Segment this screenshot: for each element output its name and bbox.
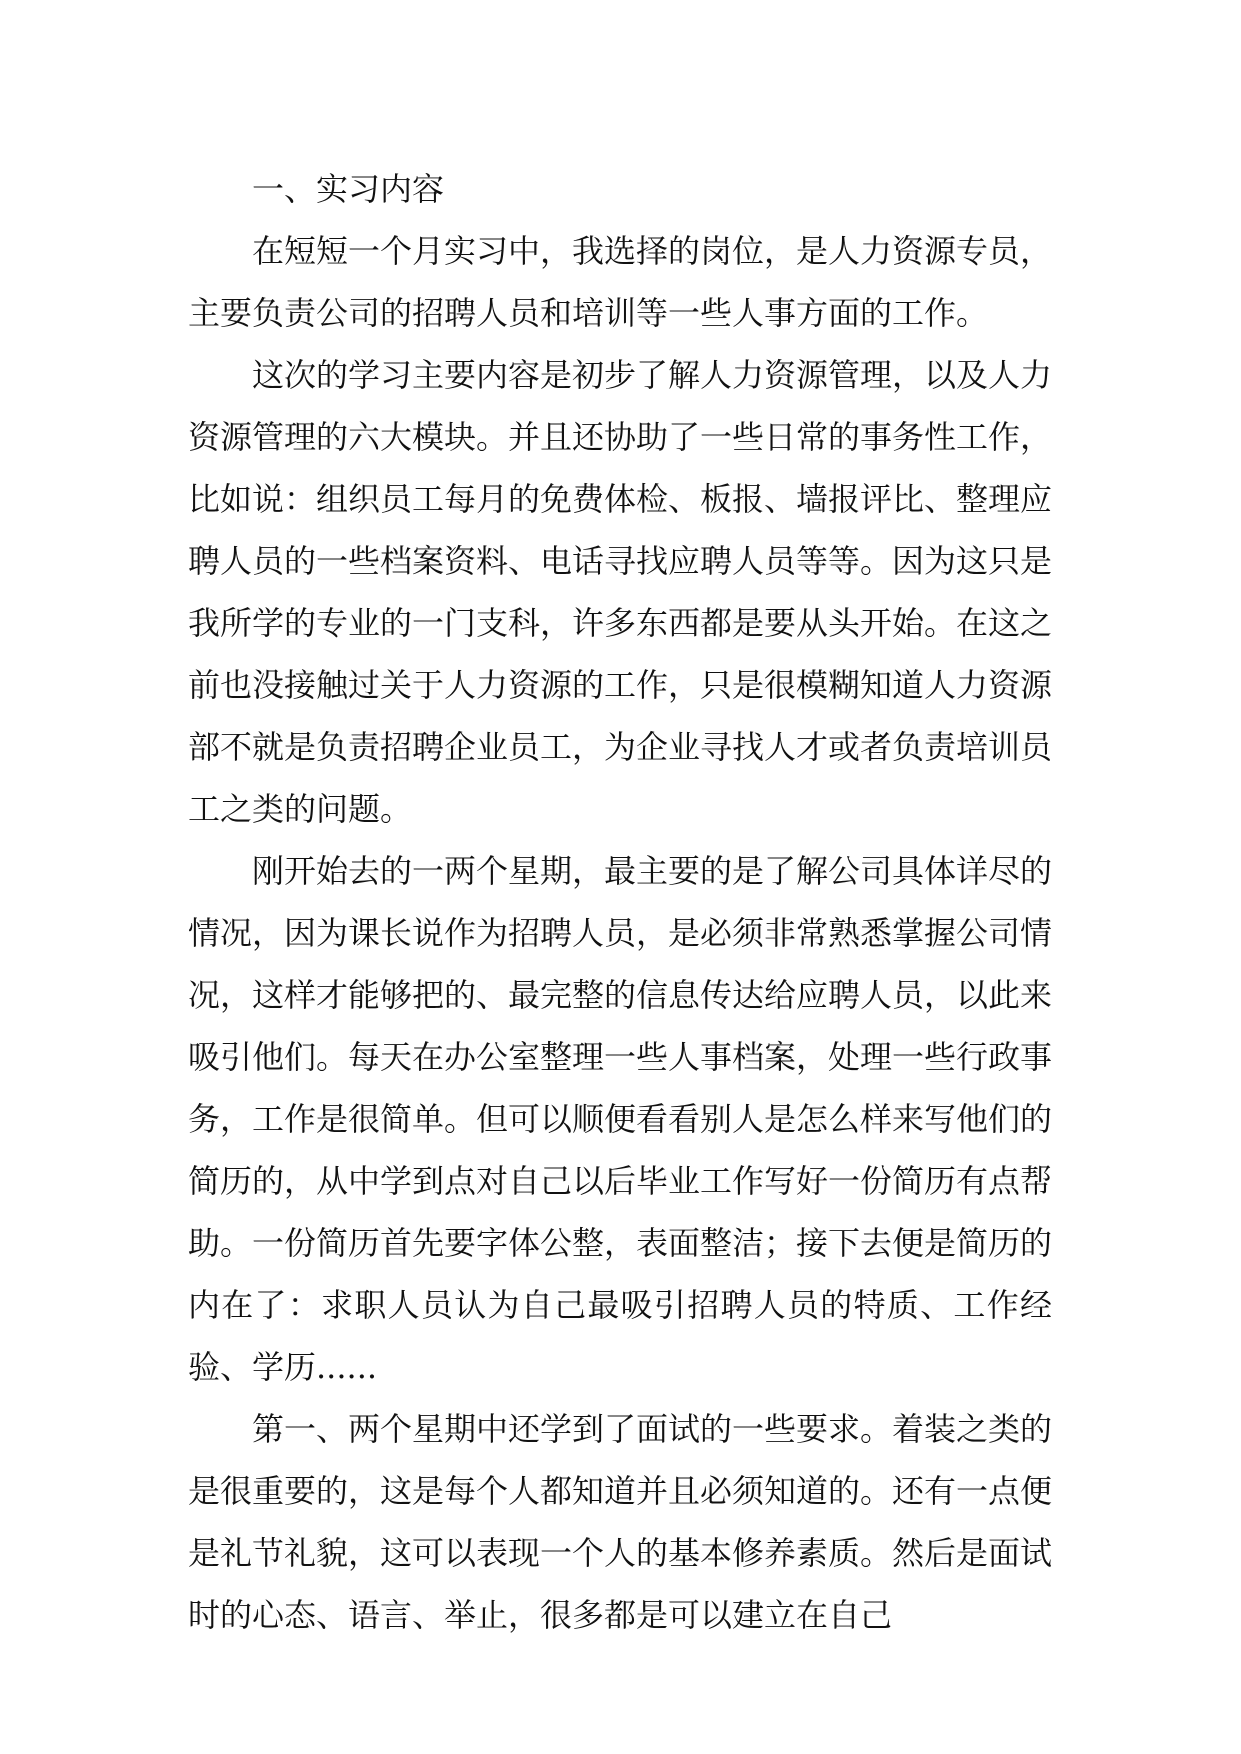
paragraph-1: 在短短一个月实习中，我选择的岗位，是人力资源专员，主要负责公司的招聘人员和培训等一些人事方面的工作。 <box>188 232 1053 332</box>
paragraph-2: 这次的学习主要内容是初步了解人力资源管理，以及人力资源管理的六大模块。并且还协助了一些日常的事务性工作，比如说：组织员工每月的免费体检、板报、墙报评比、整理应聘人员的一些档案资料、电话寻找应聘人员等等。因为这只是我所学的专业的一门支科，许多东西都是要从头开始。在这之前也没接触过关于人力资源的工作，只是很模糊知道人力资源部不就是负责招聘企业员工，为企业寻找人才或者负责培训员工之类的问题。 <box>188 356 1053 828</box>
paragraph-4: 第一、两个星期中还学到了面试的一些要求。着装之类的是很重要的，这是每个人都知道并且必须知道的。还有一点便是礼节礼貌，这可以表现一个人的基本修养素质。然后是面试时的心态、语言、举止，很多都是可以建立在自己 <box>188 1410 1053 1634</box>
section-heading: 一、实习内容 <box>252 170 445 208</box>
paragraph-3: 刚开始去的一两个星期，最主要的是了解公司具体详尽的情况，因为课长说作为招聘人员，是必须非常熟悉掌握公司情况，这样才能够把的、最完整的信息传达给应聘人员，以此来吸引他们。每天在办公室整理一些人事档案，处理一些行政事务，工作是很简单。但可以顺便看看别人是怎么样来写他们的简历的，从中学到点对自己以后毕业工作写好一份简历有点帮助。一份简历首先要字体公整，表面整洁；接下去便是简历的内在了：求职人员认为自己最吸引招聘人员的特质、工作经验、学历...... <box>188 852 1053 1386</box>
document-body <box>188 158 1052 1646</box>
